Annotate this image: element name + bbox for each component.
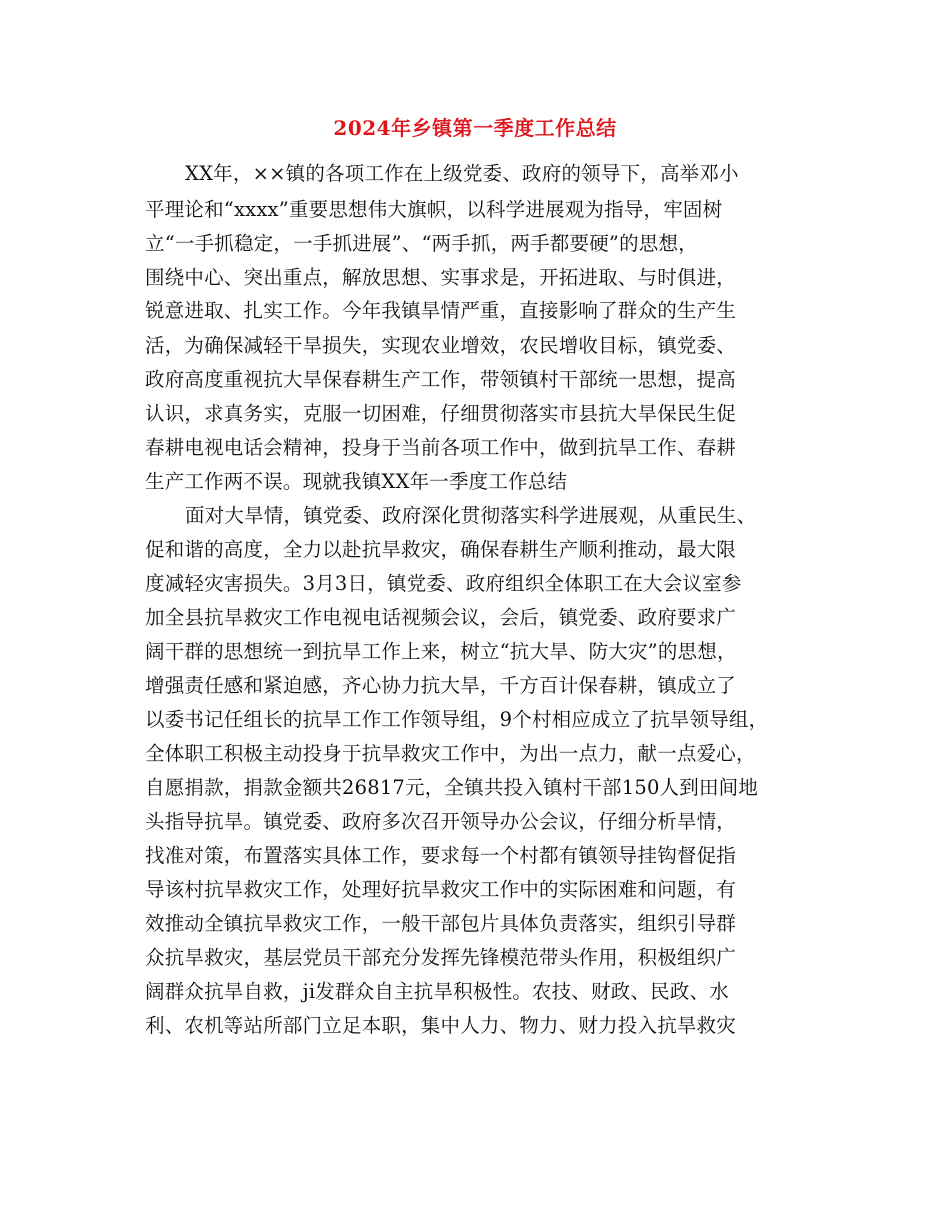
paragraph-1-line-5: 锐意进取、扎实工作。今年我镇旱情严重，直接影响了群众的生产生 xyxy=(145,299,737,322)
paragraph-2-line-8: 全体职工积极主动投身于抗旱救灾工作中，为出一点力，献一点爱心， xyxy=(145,742,756,765)
paragraph-1-line-1: XX年，××镇的各项工作在上级党委、政府的领导下，高举邓小 xyxy=(185,162,739,185)
paragraph-1-line-8: 认识，求真务实，克服一切困难，仔细贯彻落实市县抗大旱保民生促 xyxy=(145,402,737,425)
paragraph-1-line-10: 生产工作两不误。现就我镇XX年一季度工作总结 xyxy=(145,470,568,493)
paragraph-1-line-7: 政府高度重视抗大旱保春耕生产工作，带领镇村干部统一思想，提高 xyxy=(145,368,737,391)
paragraph-2-line-15: 阔群众抗旱自救，ji发群众自主抗旱积极性。农技、财政、民政、水 xyxy=(145,980,729,1003)
paragraph-2-line-3: 度减轻灾害损失。3月3日，镇党委、政府组织全体职工在大会议室参 xyxy=(145,572,742,595)
paragraph-2-line-4: 加全县抗旱救灾工作电视电话视频会议，会后，镇党委、政府要求广 xyxy=(145,606,737,629)
paragraph-1-line-3: 立“一手抓稳定，一手抓进展”、“两手抓，两手都要硬”的思想， xyxy=(145,232,698,255)
paragraph-2-line-5: 阔干群的思想统一到抗旱工作上来，树立“抗大旱、防大灾”的思想， xyxy=(145,640,737,663)
paragraph-2-line-12: 导该村抗旱救灾工作，处理好抗旱救灾工作中的实际困难和问题，有 xyxy=(145,878,737,901)
paragraph-2-line-9: 自愿捐款，捐款金额共26817元，全镇共投入镇村干部150人到田间地 xyxy=(145,776,759,799)
paragraph-2-line-16: 利、农机等站所部门立足本职，集中人力、物力、财力投入抗旱救灾 xyxy=(145,1014,737,1037)
paragraph-1-line-4: 围绕中心、突出重点，解放思想、实事求是，开拓进取、与时俱进， xyxy=(145,266,737,289)
paragraph-2-line-6: 增强责任感和紧迫感，齐心协力抗大旱，千方百计保春耕，镇成立了 xyxy=(145,674,737,697)
paragraph-2-line-7: 以委书记任组长的抗旱工作工作领导组，9个村相应成立了抗旱领导组， xyxy=(145,708,769,731)
paragraph-1-line-9: 春耕电视电话会精神，投身于当前各项工作中，做到抗旱工作、春耕 xyxy=(145,436,737,459)
paragraph-2-line-13: 效推动全镇抗旱救灾工作，一般干部包片具体负责落实，组织引导群 xyxy=(145,912,737,935)
paragraph-2-line-11: 找准对策，布置落实具体工作，要求每一个村都有镇领导挂钩督促指 xyxy=(145,844,737,867)
paragraph-2-line-10: 头指导抗旱。镇党委、政府多次召开领导办公会议，仔细分析旱情， xyxy=(145,810,737,833)
paragraph-2-line-14: 众抗旱救灾，基层党员干部充分发挥先锋模范带头作用，积极组织广 xyxy=(145,946,737,969)
paragraph-1-line-6: 活，为确保减轻干旱损失，实现农业增效，农民增收目标，镇党委、 xyxy=(145,334,737,357)
paragraph-2-line-2: 促和谐的高度，全力以赴抗旱救灾，确保春耕生产顺利推动，最大限 xyxy=(145,538,737,561)
paragraph-2-line-1: 面对大旱情，镇党委、政府深化贯彻落实科学进展观，从重民生、 xyxy=(185,504,757,527)
document-title: 2024年乡镇第一季度工作总结 xyxy=(333,116,617,140)
paragraph-1-line-2: 平理论和“xxxx”重要思想伟大旗帜，以科学进展观为指导，牢固树 xyxy=(145,198,723,221)
